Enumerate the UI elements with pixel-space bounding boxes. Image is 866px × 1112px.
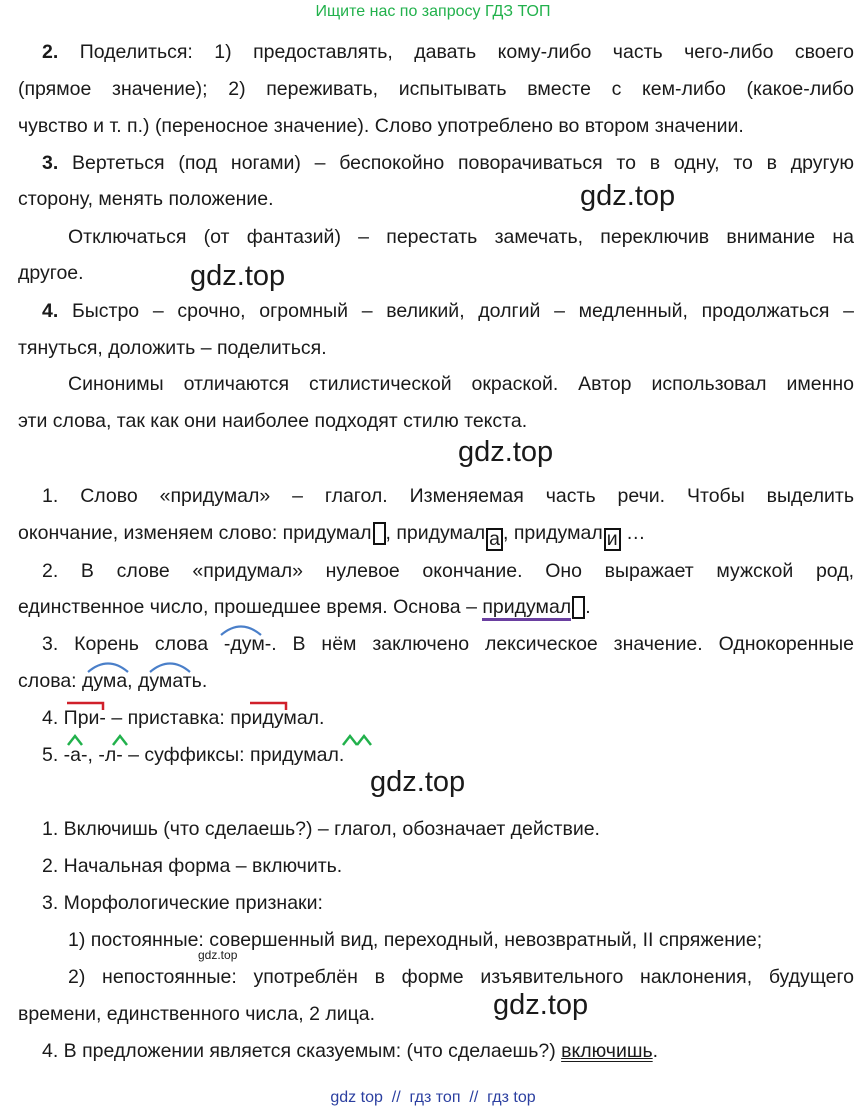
morph-item-1-line-1: 1. Слово «придумал» – глагол. Изменяемая часть речи. Чтобы выделить	[42, 485, 854, 507]
root-arc	[88, 664, 128, 673]
verb-item-3-variable-line-1: 2) непостоянные: употреблён в форме изъявительного наклонения, будущего	[68, 966, 854, 988]
watermark: gdz.top	[458, 436, 554, 468]
para-3b-line-1: Отключаться (от фантазий) – перестать замечать, переключив внимание на	[68, 226, 854, 248]
para-text: Вертеться (под ногами) – беспокойно поворачиваться то в одну, то в другую	[72, 152, 854, 174]
suffix-mark	[357, 736, 371, 745]
verb-item-1: 1. Включишь (что сделаешь?) – глагол, обозначает действие.	[42, 818, 600, 840]
text: , придумал	[385, 522, 486, 544]
watermark: gdz.top	[190, 260, 286, 292]
ending-box: а	[486, 528, 503, 551]
morph-item-2-line-1: 2. В слове «придумал» нулевое окончание. Оно выражает мужской род,	[42, 560, 854, 582]
verb-item-3: 3. Морфологические признаки:	[42, 892, 323, 914]
morph-item-3-line-1: 3. Корень слова -дум-. В нём заключено лексическое значение. Однокоренные	[42, 633, 854, 655]
suffix-mark	[343, 736, 357, 745]
header-banner: Ищите нас по запросу ГДЗ ТОП	[315, 3, 551, 20]
para-text: Поделиться: 1) предоставлять, давать кому-либо часть чего-либо своего	[79, 41, 855, 63]
text: …	[626, 522, 646, 544]
item-number: 4.	[42, 300, 59, 322]
item-number: 2.	[42, 41, 59, 63]
stem-underline: придумал	[482, 596, 571, 621]
watermark: gdz.top	[580, 180, 676, 212]
morph-item-3-line-2: слова: дума, думать.	[18, 670, 208, 692]
predicate-underline: включишь	[561, 1040, 653, 1062]
para-2-line-3: чувство и т. п.) (переносное значение). Слово употреблено во втором значении.	[18, 115, 744, 137]
morph-item-5: 5. -а-, -л- – суффиксы: придумал.	[42, 744, 345, 766]
prefix-mark	[250, 703, 286, 710]
text: .	[585, 596, 591, 618]
ending-box: и	[604, 528, 621, 551]
watermark: gdz.top	[493, 989, 589, 1021]
para-3b-line-2: другое.	[18, 262, 84, 284]
para-4b-line-1: Синонимы отличаются стилистической окраской. Автор использовал именно	[68, 373, 854, 395]
para-3-line-2: сторону, менять положение.	[18, 188, 274, 210]
text: 4. В предложении является сказуемым: (что сделаешь?)	[42, 1040, 562, 1062]
root-arc	[221, 627, 261, 636]
para-text: Быстро – срочно, огромный – великий, долгий – медленный, продолжаться –	[71, 300, 854, 322]
text: .	[652, 1040, 659, 1062]
para-4b-line-2: эти слова, так как они наиболее подходят стилю текста.	[18, 410, 528, 432]
verb-item-2: 2. Начальная форма – включить.	[42, 855, 343, 877]
prefix-mark	[67, 703, 103, 710]
morph-item-4: 4. При- – приставка: придумал.	[42, 707, 325, 729]
text: , придумал	[503, 522, 603, 544]
suffix-mark	[113, 736, 127, 745]
para-2-line-2: (прямое значение); 2) переживать, испытывать вместе с кем-либо (какое-либо	[18, 78, 854, 100]
footer-banner: gdz top // гдз топ // гдз top	[330, 1089, 536, 1106]
para-4-line-2: тянуться, доложить – поделиться.	[18, 337, 327, 359]
verb-item-3-constant: 1) постоянные: совершенный вид, переходный, невозвратный, II спряжение;	[68, 929, 763, 951]
verb-item-3-variable-line-2: времени, единственного числа, 2 лица.	[18, 1003, 376, 1025]
watermark: gdz.top	[370, 766, 466, 798]
suffix-mark	[68, 736, 82, 745]
text: окончание, изменяем слово: придумал	[18, 522, 372, 544]
root-arc	[150, 664, 190, 673]
text: единственное число, прошедшее время. Основа –	[18, 596, 483, 618]
watermark-small: gdz.top	[198, 948, 238, 962]
item-number: 3.	[42, 152, 59, 174]
